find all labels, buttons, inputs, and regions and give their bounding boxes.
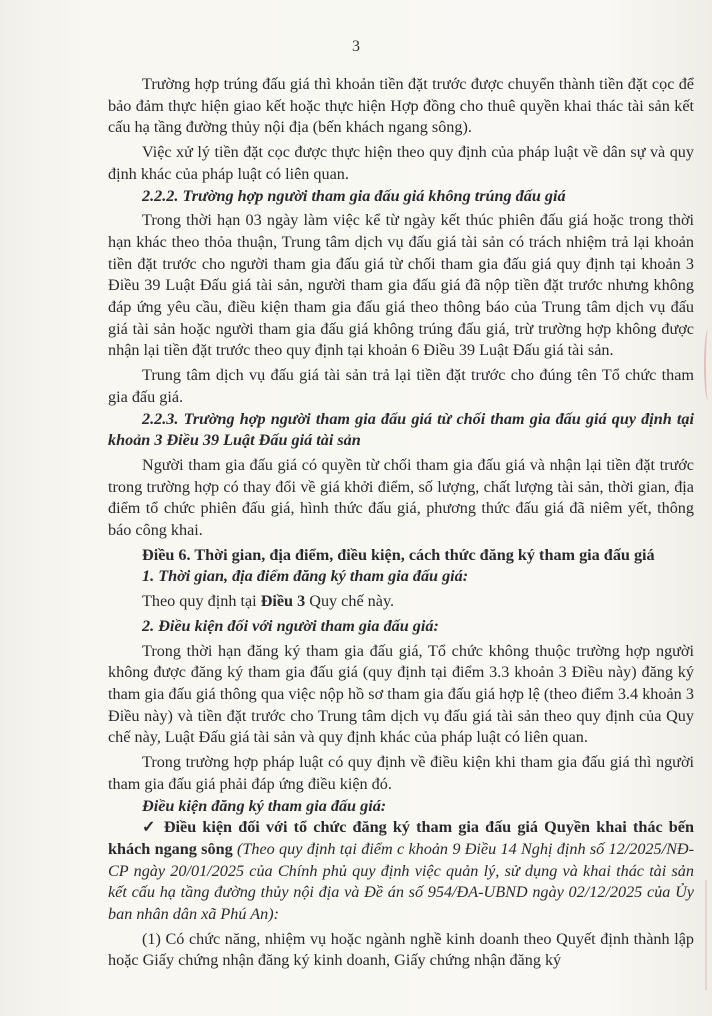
heading-time-place: 1. Thời gian, địa điểm đăng ký tham gia đấu giá: (142, 567, 469, 586)
condition-1: (1) Có chức năng, nhiệm vụ hoặc ngành nghề kinh doanh theo Quyết định thành lập hoặc Giấy chứng nhận đăng ký kinh doanh, Giấy chứng nhận đăng ký (108, 929, 694, 970)
check-icon: ✓ (142, 818, 164, 837)
stamp-edge-mark (704, 330, 712, 400)
paragraph-refund-name: Trung tâm dịch vụ đấu giá tài sản trả lại tiền đặt trước cho đúng tên Tổ chức tham gia đấu giá. (108, 366, 694, 406)
paragraph-right-to-refuse: Người tham gia đấu giá có quyền từ chối tham gia đấu giá và nhận lại tiền đặt trước trong trường hợp có thay đổi về giá khởi điểm, số lượng, chất lượng tài sản, thời gian, địa điểm tổ chức phiên đấu giá, hình thức đấu giá, phương thức đấu giá đã niêm yết, thông báo công khai. (108, 455, 694, 540)
paragraph-see-article-3: Theo quy định tại Điều 3 Quy chế này. (142, 592, 395, 611)
document-body (108, 74, 694, 972)
heading-conditions: 2. Điều kiện đối với người tham gia đấu giá: (142, 616, 439, 635)
heading-2-2-2: 2.2.2. Trường hợp người tham gia đấu giá không trúng đấu giá (142, 186, 566, 205)
paragraph-refund-deadline: Trong thời hạn 03 ngày làm việc kể từ ngày kết thúc phiên đấu giá hoặc trong thời hạn khác theo thỏa thuận, Trung tâm dịch vụ đấu giá tài sản có trách nhiệm trả lại khoản tiền đặt trước cho người tham gia đấu giá từ chối tham gia đấu giá quy định tại khoản 3 Điều 39 Luật Đấu giá tài sản, người tham gia đấu giá đã nộp tiền đặt trước nhưng không đáp ứng yêu cầu, điều kiện tham gia đấu giá theo thông báo của Trung tâm dịch vụ đấu giá tài sản hoặc người tham gia đấu giá không trúng đấu giá, trừ trường hợp không được nhận lại tiền đặt trước theo quy định tại khoản 6 Điều 39 Luật Đấu giá tài sản. (108, 211, 694, 360)
heading-2-2-3: 2.2.3. Trường hợp người tham gia đấu giá từ chối tham gia đấu giá quy định tại khoản 3 Điều 39 Luật Đấu giá tài sản (108, 409, 694, 450)
heading-dieu-6: Điều 6. Thời gian, địa điểm, điều kiện, cách thức đăng ký tham gia đấu giá (142, 545, 655, 564)
paragraph-legal-conditions: Trong trường hợp pháp luật có quy định về điều kiện khi tham gia đấu giá thì người tham gia đấu giá phải đáp ứng điều kiện đó. (108, 753, 694, 793)
condition-item-organization: ✓ Điều kiện đối với tổ chức đăng ký tham gia đấu giá Quyền khai thác bến khách ngang sông (Theo quy định tại điểm c khoản 9 Điều 14 Nghị định số 12/2025/NĐ-CP ngày 20/01/2025 của Chính phủ quy định việc quản lý, sử dụng và khai thác tài sản kết cấu hạ tầng đường thủy nội địa và Đề án số 954/ĐA-UBND ngày 02/12/2025 của Ủy ban nhân dân xã Phú An): (108, 818, 694, 924)
paragraph-registration-period: Trong thời hạn đăng ký tham gia đấu giá, Tổ chức không thuộc trường hợp người không được đăng ký tham gia đấu giá (quy định tại điểm 3.3 khoản 3 Điều này) đăng ký tham gia đấu giá thông qua việc nộp hồ sơ tham gia đấu giá hợp lệ (theo điểm 3.4 khoản 3 Điều này) và tiền đặt trước cho Trung tâm dịch vụ đấu giá tài sản theo quy định của Quy chế này, Luật Đấu giá tài sản và quy định khác của pháp luật có liên quan. (108, 641, 694, 747)
heading-registration-conditions: Điều kiện đăng ký tham gia đấu giá: (142, 796, 387, 815)
stamp-edge-mark-lower (705, 880, 712, 990)
paragraph-deposit-conversion: Trường hợp trúng đấu giá thì khoản tiền đặt trước được chuyển thành tiền đặt cọc để bảo đảm thực hiện giao kết hoặc thực hiện Hợp đồng cho thuê quyền khai thác tài sản kết cấu hạ tầng đường thủy nội địa (bến khách ngang sông). (108, 75, 694, 137)
page-number: 3 (352, 38, 360, 55)
paragraph-deposit-handling: Việc xử lý tiền đặt cọc được thực hiện theo quy định của pháp luật về dân sự và quy định khác của pháp luật có liên quan. (108, 143, 694, 183)
